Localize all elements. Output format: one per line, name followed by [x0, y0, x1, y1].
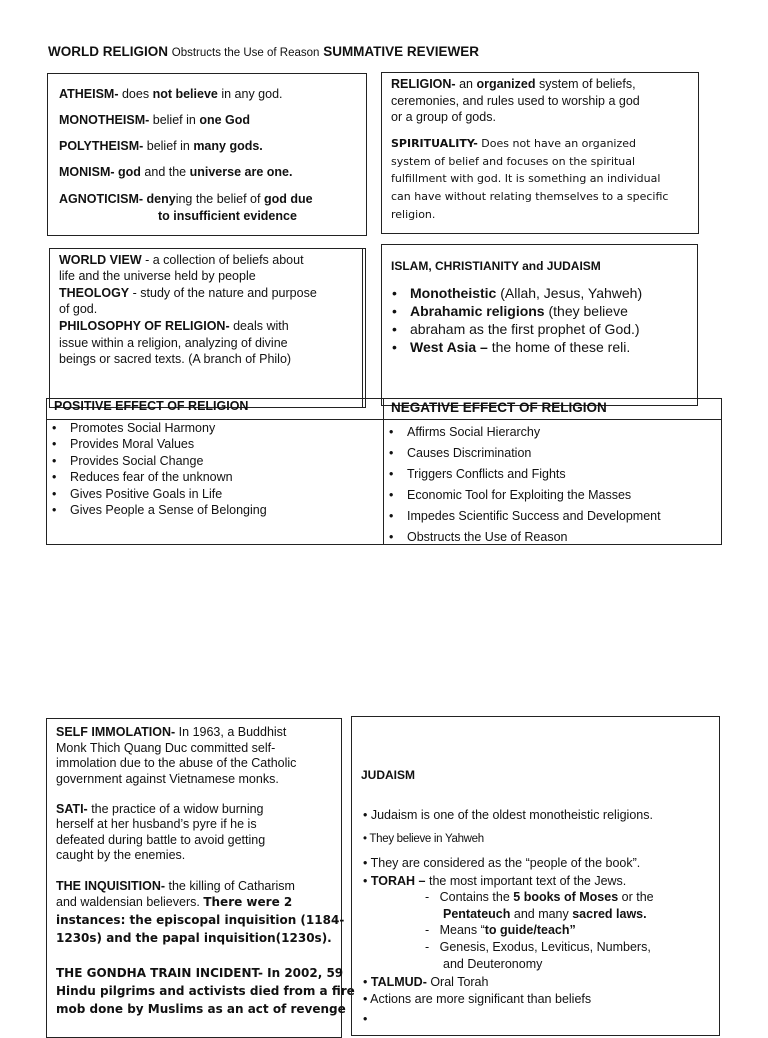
list-item: • West Asia – the home of these reli.: [388, 338, 642, 356]
torah-dash-1-line2: Pentateuch and many sacred laws.: [443, 907, 647, 921]
negative-heading: NEGATIVE EFFECT OF RELIGION: [391, 400, 607, 415]
list-item: • Causes Discrimination: [385, 443, 661, 464]
list-item: • Provides Social Change: [48, 453, 267, 469]
torah-dash-3: - Genesis, Exodus, Leviticus, Numbers,: [425, 940, 651, 954]
religion-definition-line3: or a group of gods.: [391, 110, 496, 124]
inquisition-line3: instances: the episcopal inquisition (1184-: [56, 913, 345, 927]
list-item: • Triggers Conflicts and Fights: [385, 464, 661, 485]
spirituality-definition: SPIRITUALITY- Does not have an organized: [391, 137, 637, 150]
judaism-bullet-2: • They believe in Yahweh: [363, 833, 484, 845]
gondha-incident: THE GONDHA TRAIN INCIDENT- In 2002, 59: [56, 966, 344, 980]
self-immolation-line4: government against Vietnamese monks.: [56, 772, 279, 786]
abrahamic-heading: ISLAM, CHRISTIANITY and JUDAISM: [391, 259, 601, 273]
list-item: • Economic Tool for Exploiting the Masses: [385, 485, 661, 506]
self-immolation: SELF IMMOLATION- In 1963, a Buddhist: [56, 725, 287, 739]
negative-list: [385, 422, 661, 548]
page-title: [48, 44, 479, 59]
gondha-line2: Hindu pilgrims and activists died from a fire: [56, 984, 355, 998]
spirituality-line2: system of belief and focuses on the spiritual: [391, 155, 636, 168]
gondha-line3: mob done by Muslims as an act of revenge: [56, 1002, 346, 1016]
inquisition: THE INQUISITION- the killing of Catharism: [56, 879, 295, 893]
philosophy-definition: PHILOSOPHY OF RELIGION- deals with: [59, 319, 289, 333]
talmud-bullet: • TALMUD- Oral Torah: [363, 975, 489, 989]
effects-column-divider: [383, 398, 384, 545]
torah-bullet: • TORAH – the most important text of the Jews.: [363, 874, 627, 888]
judaism-bullet-3: • They are considered as the “people of the book”.: [363, 856, 641, 870]
positive-heading: POSITIVE EFFECT OF RELIGION: [54, 399, 249, 413]
atheism-definition: ATHEISM- does not believe in any god.: [59, 87, 283, 101]
worldview-line2: life and the universe held by people: [59, 269, 256, 283]
worldview-definition: WORLD VIEW - a collection of beliefs about: [59, 253, 304, 267]
list-item-continuation: • abraham as the first prophet of God.): [388, 320, 642, 338]
title-part1: WORLD RELIGION: [48, 44, 168, 59]
list-item: • Affirms Social Hierarchy: [385, 422, 661, 443]
torah-dash-1: - Contains the 5 books of Moses or the: [425, 890, 654, 904]
list-item: • Abrahamic religions (they believe: [388, 302, 642, 320]
religion-definition: RELIGION- an organized system of beliefs,: [391, 77, 636, 91]
list-item: • Reduces fear of the unknown: [48, 469, 267, 485]
polytheism-definition: POLYTHEISM- belief in many gods.: [59, 139, 263, 153]
religion-definition-line2: ceremonies, and rules used to worship a god: [391, 94, 640, 108]
list-item: • Promotes Social Harmony: [48, 420, 267, 436]
abrahamic-list: [388, 284, 642, 356]
theology-line2: of god.: [59, 302, 98, 316]
sati-line4: caught by the enemies.: [56, 848, 186, 862]
philosophy-line3: beings or sacred texts. (A branch of Philo): [59, 352, 292, 366]
self-immolation-line2: Monk Thich Quang Duc committed self-: [56, 741, 276, 755]
agnoticism-definition: AGNOTICISM- denying the belief of god due: [59, 192, 313, 206]
monism-definition: MONISM- god and the universe are one.: [59, 165, 293, 179]
judaism-heading: JUDAISM: [361, 768, 416, 782]
torah-dash-2: - Means “to guide/teach”: [425, 923, 576, 937]
sati: SATI- the practice of a widow burning: [56, 802, 264, 816]
title-part2: Obstructs the Use of Reason: [171, 47, 320, 59]
inquisition-line4: 1230s) and the papal inquisition(1230s).: [56, 931, 332, 945]
list-item: • Gives People a Sense of Belonging: [48, 502, 267, 518]
list-item: • Gives Positive Goals in Life: [48, 486, 267, 502]
spirituality-line4: can have without relating themselves to a specific: [391, 190, 669, 203]
agnoticism-definition-line2: to insufficient evidence: [158, 209, 297, 223]
spirituality-line5: religion.: [391, 208, 436, 221]
list-item: • Monotheistic (Allah, Jesus, Yahweh): [388, 284, 642, 302]
spirituality-line3: fulfillment with god. It is something an individual: [391, 172, 661, 185]
theology-definition: THEOLOGY - study of the nature and purpose: [59, 286, 317, 300]
positive-list: [48, 420, 267, 518]
inquisition-line2: and waldensian believers. There were 2: [56, 895, 293, 909]
philosophy-line2: issue within a religion, analyzing of divine: [59, 336, 288, 350]
list-item: • Provides Moral Values: [48, 436, 267, 452]
judaism-bullet-1: • Judaism is one of the oldest monotheistic religions.: [363, 808, 653, 822]
list-item: • Obstructs the Use of Reason: [385, 527, 661, 548]
torah-dash-3-line2: and Deuteronomy: [443, 957, 543, 971]
judaism-bullet-4: • Actions are more significant than beliefs: [363, 992, 592, 1006]
title-part3: SUMMATIVE REVIEWER: [323, 44, 479, 59]
self-immolation-line3: immolation due to the abuse of the Catholic: [56, 756, 297, 770]
judaism-bullet-empty: •: [363, 1012, 368, 1026]
worldview-inner-border: [362, 248, 363, 408]
sati-line3: defeated during battle to avoid getting: [56, 833, 266, 847]
sati-line2: herself at her husband’s pyre if he is: [56, 817, 257, 831]
monotheism-definition: MONOTHEISM- belief in one God: [59, 113, 251, 127]
list-item: • Impedes Scientific Success and Development: [385, 506, 661, 527]
